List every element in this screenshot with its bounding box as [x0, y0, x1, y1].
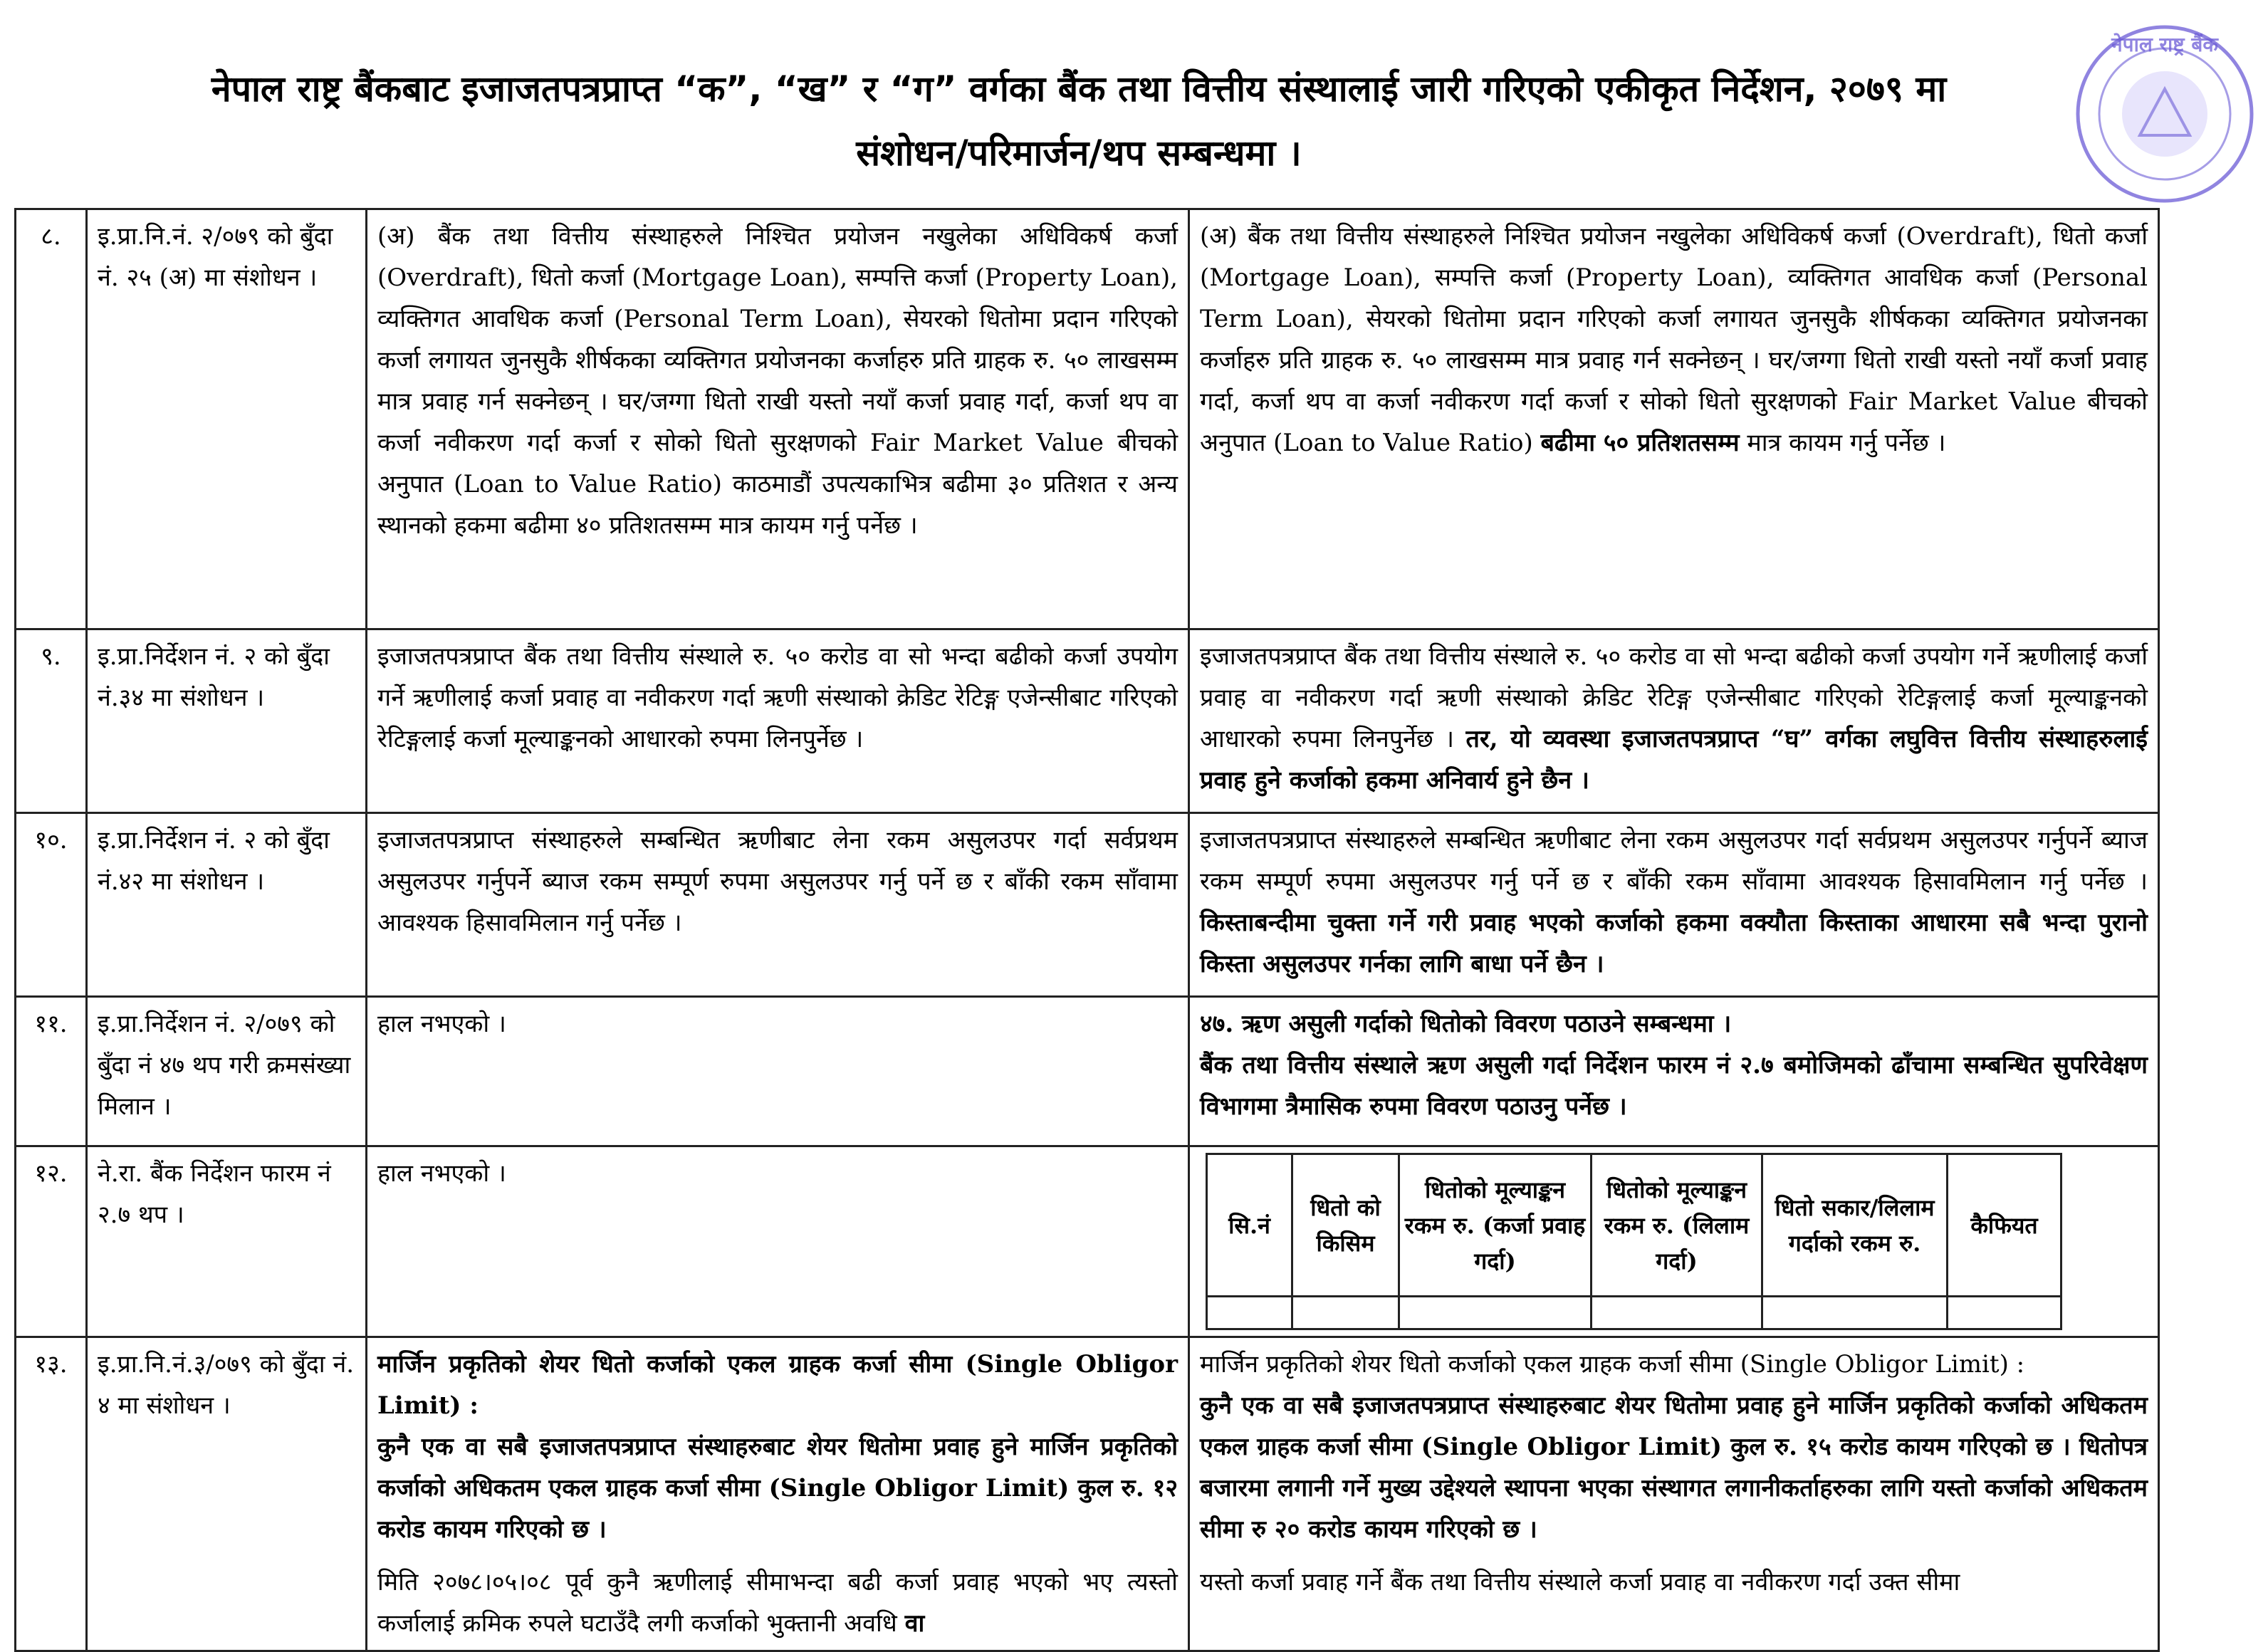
table-row: [16, 1337, 2159, 1651]
old-limit-text: कुनै एक वा सबै इजाजतपत्रप्राप्त संस्थाहरुबाट शेयर धितोमा प्रवाह हुने मार्जिन प्रकृतिको कर्जाको अधिकतम एकल ग्राहक कर्जा सीमा (Single Obligor Limit) कुल रु. १२ करोड कायम गरिएको छ ।: [377, 1433, 1178, 1544]
existing-provision: हाल नभएको ।: [367, 1146, 1189, 1337]
form-empty-cell: [1592, 1297, 1762, 1329]
title-line-2: संशोधन/परिमार्जन/थप सम्बन्धमा ।: [856, 132, 1302, 174]
row-number: ११.: [16, 997, 87, 1146]
existing-provision: इजाजतपत्रप्राप्त बैंक तथा वित्तीय संस्थाले रु. ५० करोड वा सो भन्दा बढीको कर्जा उपयोग गर्ने ऋणीलाई कर्जा प्रवाह वा नवीकरण गर्दा ऋणी संस्थाको क्रेडिट रेटिङ्ग एजेन्सीबाट गरिएको रेटिङ्गलाई कर्जा मूल्याङ्कनको आधारको रुपमा लिनपुर्नेछ ।: [367, 629, 1189, 813]
row-number: १०.: [16, 813, 87, 997]
form-empty-cell: [1292, 1297, 1399, 1329]
existing-provision: हाल नभएको ।: [367, 997, 1189, 1146]
title-line-1: नेपाल राष्ट्र बैंकबाट इजाजतपत्रप्राप्त “क”, “ख” र “ग” वर्गका बैंक तथा वित्तीय संस्थालाई जारी गरिएको एकीकृत निर्देशन, २०७९ मा: [211, 68, 1947, 110]
reference-cell: इ.प्रा.नि.नं.३/०७९ को बुँदा नं. ४ मा संशोधन ।: [87, 1337, 367, 1651]
form-header-cell: धितोको मूल्याङ्कन रकम रु. (लिलाम गर्दा): [1592, 1154, 1762, 1297]
new-heading: मार्जिन प्रकृतिको शेयर धितो कर्जाको एकल ग्राहक कर्जा सीमा (Single Obligor Limit) :: [1200, 1350, 2025, 1379]
row-number: १३.: [16, 1337, 87, 1651]
existing-provision: (अ) बैंक तथा वित्तीय संस्थाहरुले निश्चित प्रयोजन नखुलेका अधिविकर्ष कर्जा (Overdraft), धितो कर्जा (Mortgage Loan), सम्पत्ति कर्जा (Property Loan), व्यक्तिगत आवधिक कर्जा (Personal Term Loan), सेयरको धितोमा प्रदान गरिएको कर्जा लगायत जुनसुकै शीर्षकका व्यक्तिगत प्रयोजनका कर्जाहरु प्रति ग्राहक रु. ५० लाखसम्म मात्र प्रवाह गर्न सक्नेछन् । घर/जग्गा धितो राखी यस्तो नयाँ कर्जा प्रवाह गर्दा, कर्जा थप वा कर्जा नवीकरण गर्दा कर्जा र सोको धितो सुरक्षणको Fair Market Value बीचको अनुपात (Loan to Value Ratio) काठमाडौं उपत्यकाभित्र बढीमा ३० प्रतिशत र अन्य स्थानको हकमा बढीमा ४० प्रतिशतसम्म मात्र कायम गर्नु पर्नेछ ।: [367, 209, 1189, 629]
form-header-cell: सि.नं: [1207, 1154, 1292, 1297]
amended-provision: (अ) बैंक तथा वित्तीय संस्थाहरुले निश्चित प्रयोजन नखुलेका अधिविकर्ष कर्जा (Overdraft), धितो कर्जा (Mortgage Loan), सम्पत्ति कर्जा (Property Loan), व्यक्तिगत आवधिक कर्जा (Personal Term Loan), सेयरको धितोमा प्रदान गरिएको कर्जा लगायत जुनसुकै शीर्षकका व्यक्तिगत प्रयोजनका कर्जाहरु प्रति ग्राहक रु. ५० लाखसम्म मात्र प्रवाह गर्न सक्नेछन् । घर/जग्गा धितो राखी यस्तो नयाँ कर्जा प्रवाह गर्दा, कर्जा थप वा कर्जा नवीकरण गर्दा कर्जा र सोको धितो सुरक्षणको Fair Market Value बीचको अनुपात (Loan to Value Ratio) बढीमा ५० प्रतिशतसम्म मात्र कायम गर्नु पर्नेछ ।: [1189, 209, 2159, 629]
amendment-table: [14, 208, 2160, 1652]
old-heading: मार्जिन प्रकृतिको शेयर धितो कर्जाको एकल ग्राहक कर्जा सीमा (Single Obligor Limit) :: [377, 1350, 1178, 1420]
reference-cell: इ.प्रा.निर्देशन नं. २/०७९ को बुँदा नं ४७ थप गरी क्रमसंख्या मिलान ।: [87, 997, 367, 1146]
form-empty-cell: [1762, 1297, 1948, 1329]
document-title: [28, 57, 2129, 185]
row-number: ९.: [16, 629, 87, 813]
new-section-paragraph: बैंक तथा वित्तीय संस्थाले ऋण असुली गर्दा निर्देशन फारम नं २.७ बमोजिमको ढाँचामा सम्बन्धित सुपरिवेक्षण विभागमा त्रैमासिक रुपमा विवरण पठाउनु पर्नेछ ।: [1200, 1051, 2148, 1121]
old-transition-text: मिति २०७८।०५।०८ पूर्व कुनै ऋणीलाई सीमाभन्दा बढी कर्जा प्रवाह भएको भए त्यस्तो कर्जालाई क्रमिक रुपले घटाउँदै लगी कर्जाको भुक्तानी अवधि वा: [377, 1568, 1178, 1638]
new-limit-text: कुनै एक वा सबै इजाजतपत्रप्राप्त संस्थाहरुबाट शेयर धितोमा प्रवाह हुने मार्जिन प्रकृतिको कर्जाको अधिकतम एकल ग्राहक कर्जा सीमा (Single Obligor Limit) कुल रु. १५ करोड कायम गरिएको छ । धितोपत्र बजारमा लगानी गर्ने मुख्य उद्देश्यले स्थापना भएका संस्थागत लगानीकर्ताहरुका लागि यस्तो कर्जाको अधिकतम सीमा रु २० करोड कायम गरिएको छ ।: [1200, 1391, 2148, 1544]
reference-cell: इ.प्रा.निर्देशन नं. २ को बुँदा नं.३४ मा संशोधन ।: [87, 629, 367, 813]
table-row: [16, 629, 2159, 813]
form-2-7-table: [1206, 1153, 2062, 1330]
form-header-cell: धितो को किसिम: [1292, 1154, 1399, 1297]
form-header-cell: धितो सकार/लिलाम गर्दाको रकम रु.: [1762, 1154, 1948, 1297]
form-header-cell: कैफियत: [1948, 1154, 2061, 1297]
reference-cell: इ.प्रा.निर्देशन नं. २ को बुँदा नं.४२ मा संशोधन ।: [87, 813, 367, 997]
amended-provision: इजाजतपत्रप्राप्त बैंक तथा वित्तीय संस्थाले रु. ५० करोड वा सो भन्दा बढीको कर्जा उपयोग गर्ने ऋणीलाई कर्जा प्रवाह वा नवीकरण गर्दा ऋणी संस्थाको क्रेडिट रेटिङ्ग एजेन्सीबाट गरिएको रेटिङ्गलाई कर्जा मूल्याङ्कनको आधारको रुपमा लिनपुर्नेछ । तर, यो व्यवस्था इजाजतपत्रप्राप्त “घ” वर्गका लघुवित्त वित्तीय संस्थाहरुलाई प्रवाह हुने कर्जाको हकमा अनिवार्य हुने छैन ।: [1189, 629, 2159, 813]
official-seal: [2072, 21, 2257, 206]
amended-provision: [1189, 1146, 2159, 1337]
form-empty-cell: [1948, 1297, 2061, 1329]
amended-provision: [1189, 997, 2159, 1146]
existing-provision: [367, 1337, 1189, 1651]
form-empty-cell: [1399, 1297, 1592, 1329]
reference-cell: इ.प्रा.नि.नं. २/०७९ को बुँदा नं. २५ (अ) मा संशोधन ।: [87, 209, 367, 629]
amended-provision: [1189, 1337, 2159, 1651]
table-row: [16, 1146, 2159, 1337]
new-section-heading: ४७. ऋण असुली गर्दाको धितोको विवरण पठाउने सम्बन्धमा ।: [1200, 1010, 1732, 1038]
seal-text: नेपाल राष्ट्र बैंक: [2111, 33, 2218, 56]
amended-provision: इजाजतपत्रप्राप्त संस्थाहरुले सम्बन्धित ऋणीबाट लेना रकम असुलउपर गर्दा सर्वप्रथम असुलउपर गर्नुपर्ने ब्याज रकम सम्पूर्ण रुपमा असुलउपर गर्नु पर्ने छ र बाँकी रकम साँवामा आवश्यक हिसावमिलान गर्नु पर्नेछ । किस्ताबन्दीमा चुक्ता गर्ने गरी प्रवाह भएको कर्जाको हकमा वक्यौता किस्ताका आधारमा सबै भन्दा पुरानो किस्ता असुलउपर गर्नका लागि बाधा पर्ने छैन ।: [1189, 813, 2159, 997]
reference-cell: ने.रा. बैंक निर्देशन फारम नं २.७ थप ।: [87, 1146, 367, 1337]
row-number: ८.: [16, 209, 87, 629]
new-followup-text: यस्तो कर्जा प्रवाह गर्ने बैंक तथा वित्तीय संस्थाले कर्जा प्रवाह वा नवीकरण गर्दा उक्त सीमा: [1200, 1568, 1960, 1596]
table-row: [16, 209, 2159, 629]
form-empty-cell: [1207, 1297, 1292, 1329]
existing-provision: इजाजतपत्रप्राप्त संस्थाहरुले सम्बन्धित ऋणीबाट लेना रकम असुलउपर गर्दा सर्वप्रथम असुलउपर गर्नुपर्ने ब्याज रकम सम्पूर्ण रुपमा असुलउपर गर्नु पर्ने छ र बाँकी रकम साँवामा आवश्यक हिसावमिलान गर्नु पर्नेछ ।: [367, 813, 1189, 997]
table-row: [16, 997, 2159, 1146]
row-number: १२.: [16, 1146, 87, 1337]
table-row: [16, 813, 2159, 997]
form-header-cell: धितोको मूल्याङ्कन रकम रु. (कर्जा प्रवाह गर्दा): [1399, 1154, 1592, 1297]
